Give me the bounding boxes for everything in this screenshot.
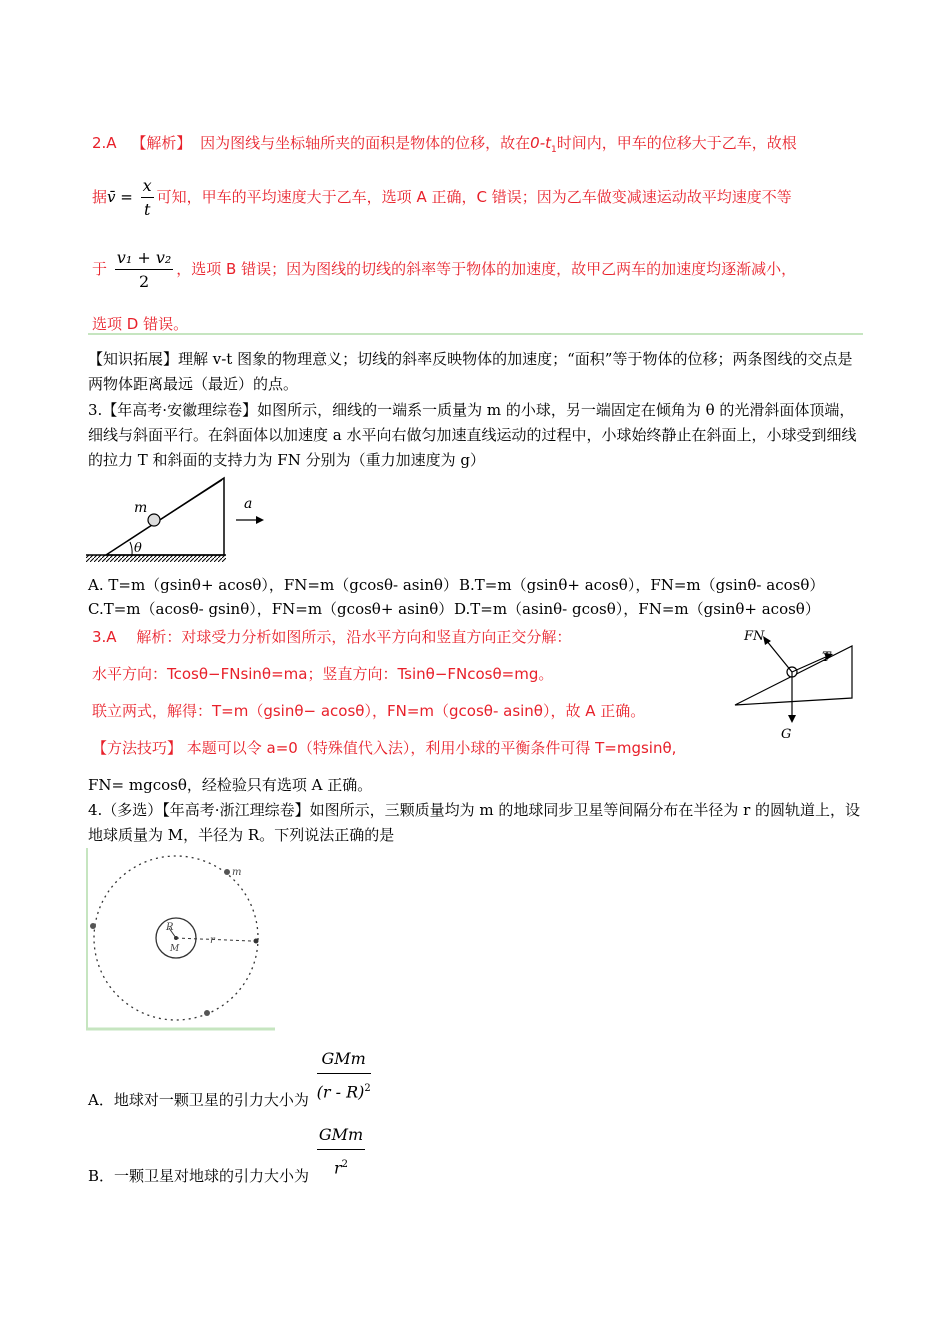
string (152, 480, 222, 525)
g-label: G (781, 727, 792, 742)
answer-2-line-3: 于 $\frac{\text{v₁ + v₂}}{2}$ ，选项 B 错误；因为图线的切线的斜率等于物体的加速度，故甲乙两车的加速度均逐渐减小， (92, 248, 797, 291)
satellite-1 (224, 869, 230, 875)
fraction-gmm-over-r-squared: $\frac{\text{GMm}}{r^2}$ (317, 1122, 365, 1180)
earth-mass-label: M (170, 944, 180, 954)
answer-2-line-1: 2.A 【解析】 因为图线与坐标轴所夹的面积是物体的位移，故在$0-t_1$时间内，甲车的位移大于乙车，故根 (92, 134, 797, 155)
answer-3-line-4: 【方法技巧】 本题可以令 a=0（特殊值代入法），利用小球的平衡条件可得 T=mgsinθ, (92, 739, 677, 757)
option-3d: D.T=m（asinθ- gcosθ），FN=m（gsinθ+ acosθ） (454, 600, 820, 618)
mass-label: m (134, 500, 148, 516)
answer-3-line-1: 3.A 解析：对球受力分析如图所示，沿水平方向和竖直方向正交分解： (92, 628, 572, 646)
analysis-tag: 【解析】 (131, 134, 192, 152)
arrowhead-icon (256, 516, 264, 524)
option-4a: A．地球对一颗卫星的引力大小为 $\frac{\text{GMm}}{(r - R)^2}$ (88, 1046, 374, 1113)
satellite-3 (204, 1010, 210, 1016)
answer-3-line-3: 联立两式，解得：T=m（gsinθ− acosθ），FN=m（gcosθ- asinθ），故 A 正确。 (92, 702, 646, 720)
average-velocity-symbol: v̄ (107, 188, 116, 206)
option-3b: B.T=m（gsinθ+ acosθ），FN=m（gsinθ- acosθ） (459, 576, 825, 594)
answer-3-continuation: FN= mgcosθ，经检验只有选项 A 正确。 (88, 776, 373, 794)
fraction-x-over-t: $\frac{x}{t}$ (142, 176, 152, 219)
orbit-radius-endpoint (254, 939, 259, 944)
earth-radius-label: R (166, 922, 174, 933)
section-divider (88, 333, 863, 335)
t-label: T (822, 650, 831, 665)
ball (148, 514, 160, 526)
earth-center (174, 936, 178, 940)
incline-figure (86, 470, 276, 570)
ground-hatching (86, 555, 226, 562)
fn-label: FN (744, 629, 765, 644)
answer-number: 2.A (92, 134, 117, 152)
question-3-stem: 3.【年高考·安徽理综卷】如图所示，细线的一端系一质量为 m 的小球，另一端固定在倾角为 θ 的光滑斜面体顶端，细线与斜面平行。在斜面体以加速度 a 水平向右做匀加速直线运动的过程中，小球始终静止在斜面上，小球受到细线的拉力 T 和斜面的支持力为 FN 分别为（重力加速度为 g） (88, 401, 857, 469)
satellite-orbit-figure (86, 848, 276, 1032)
force-diagram (730, 620, 865, 745)
answer-2-line-2: 据v̄ = $\frac{x}{t}$ 可知，甲车的平均速度大于乙车，选项 A 正确，C 错误；因为乙车做变减速运动故平均速度不等 (92, 176, 792, 219)
option-3a: A. T=m（gsinθ+ acosθ），FN=m（gcosθ- asinθ） (88, 576, 458, 594)
question-4-stem: 4.（多选）【年高考·浙江理综卷】如图所示，三颗质量均为 m 的地球同步卫星等间隔分布在半径为 r 的圆轨道上，设地球质量为 M，半径为 R。下列说法正确的是 (88, 801, 861, 844)
option-3c: C.T=m（acosθ- gsinθ），FN=m（gcosθ+ asinθ） (88, 600, 454, 618)
answer-2-line-4: 选项 D 错误。 (92, 315, 189, 333)
orbit-radius-label: r (210, 935, 215, 946)
normal-force-arrow (766, 640, 792, 672)
theta-label: θ (134, 541, 142, 556)
fraction-gmm-over-r-minus-r-squared: $\frac{\text{GMm}}{(r - R)^2}$ (317, 1046, 371, 1104)
fraction-v1-plus-v2-over-2: $\frac{\text{v₁ + v₂}}{2}$ (116, 248, 172, 291)
acceleration-label: a (244, 496, 253, 512)
knowledge-extension: 【知识拓展】理解 v-t 图象的物理意义；切线的斜率反映物体的加速度；“面积”等于物体的位移；两条图线的交点是两物体距离最远（最近）的点。 (88, 350, 853, 393)
satellite-mass-label: m (232, 867, 242, 878)
option-4b: B．一颗卫星对地球的引力大小为 $\frac{\text{GMm}}{r^2}$ (88, 1122, 368, 1189)
arrowhead-icon (788, 715, 796, 723)
answer-3-line-2: 水平方向：Tcosθ−FNsinθ=ma；竖直方向：Tsinθ−FNcosθ=mg。 (92, 665, 554, 683)
satellite-2 (90, 923, 96, 929)
angle-arc (130, 542, 132, 555)
